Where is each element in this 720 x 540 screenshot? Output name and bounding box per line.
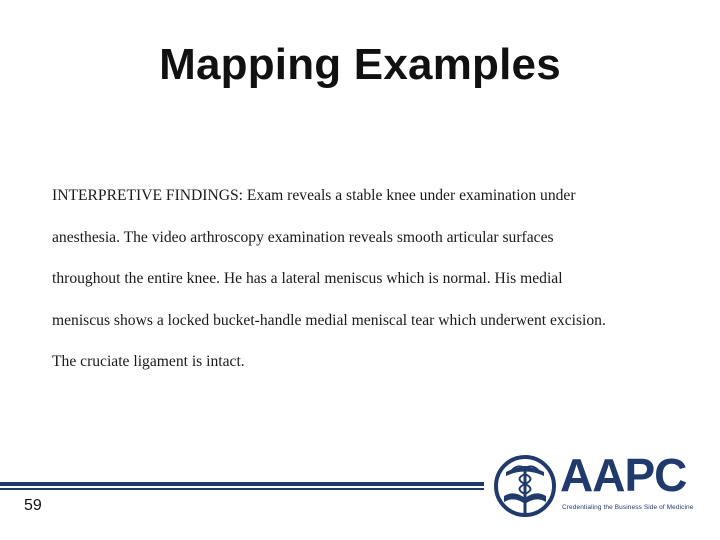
slide-title: Mapping Examples [159,40,561,89]
footer-rule-thin [0,488,484,490]
aapc-logo [492,449,694,522]
logo-tagline: Credentialing the Business Side of Medicine [562,504,694,511]
footer-rule [0,482,484,486]
findings-line: INTERPRETIVE FINDINGS: Exam reveals a stable knee under examination under [52,187,576,204]
interpretive-findings-text [52,182,702,390]
findings-line: throughout the entire knee. He has a lateral meniscus which is normal. His medial [52,270,563,287]
findings-line: The cruciate ligament is intact. [52,353,245,370]
slide-number: 59 [24,497,42,514]
findings-line: anesthesia. The video arthroscopy examination reveals smooth articular surfaces [52,228,554,246]
findings-line: meniscus shows a locked bucket-handle medial meniscal tear which underwent excision. [52,311,606,329]
logo-wordmark: AAPC [560,449,687,501]
caduceus-book-emblem-icon [492,452,558,522]
